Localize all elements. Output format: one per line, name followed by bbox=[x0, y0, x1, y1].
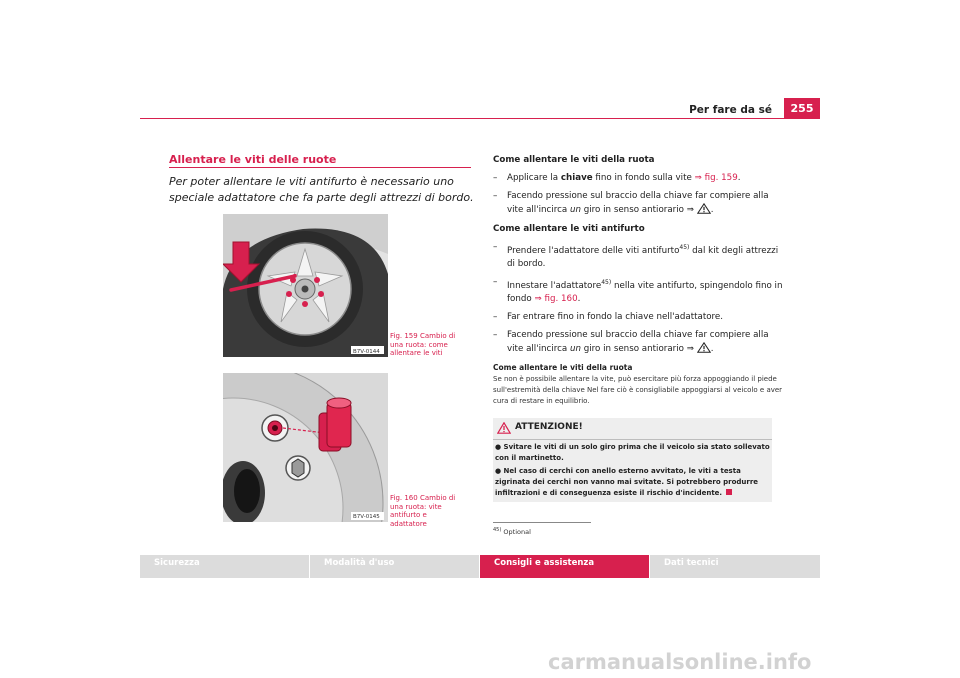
figure-wheel-wrench bbox=[223, 214, 388, 357]
page-number: 255 bbox=[784, 98, 820, 119]
instructions bbox=[493, 154, 783, 361]
note bbox=[493, 361, 783, 407]
footnote-divider bbox=[493, 522, 591, 523]
tab-sicurezza[interactable]: Sicurezza bbox=[140, 555, 309, 578]
instruction-step: – Far entrare fino in fondo la chiave nell'adattatore. bbox=[493, 311, 724, 322]
page-header-title: Per fare da sé bbox=[689, 104, 772, 116]
warning-divider bbox=[493, 439, 772, 440]
instruction-step: – Facendo pressione sul braccio della chiave far compiere alla vite all'incirca un giro in senso antiorario ⇒ . bbox=[493, 329, 769, 354]
tab-consigli-assistenza[interactable]: Consigli e assistenza bbox=[480, 555, 649, 578]
figure-caption: Fig. 160 Cambio di una ruota: vite antifurto e adattatore bbox=[390, 494, 456, 528]
figure-code: B7V-0144 bbox=[353, 349, 380, 355]
figure-link[interactable]: ⇒ fig. 159 bbox=[694, 173, 738, 183]
section-divider bbox=[169, 167, 471, 168]
figure-antitheft-adapter bbox=[223, 373, 388, 522]
instruction-heading: Come allentare le viti antifurto bbox=[493, 224, 645, 234]
note-body: Se non è possibile allentare la vite, può esercitare più forza appoggiando il piede sull'estremità della chiave Nel fare ciò è consigliabile appoggiarsi al veicolo e aver cura di restare in equilibrio. bbox=[493, 375, 783, 405]
warning-list bbox=[495, 442, 770, 501]
figure-code: B7V-0145 bbox=[353, 514, 380, 520]
figure-link[interactable]: ⇒ fig. 160 bbox=[534, 293, 578, 304]
instruction-heading: Come allentare le viti della ruota bbox=[493, 155, 655, 165]
note-title: Come allentare le viti della ruota bbox=[493, 363, 633, 372]
end-marker-icon bbox=[726, 489, 732, 495]
instruction-step: – Innestare l'adattatore$^{45)}$ nella vite antifurto, spingendolo fino in fondo ⇒ fig. 160. bbox=[493, 276, 783, 304]
header-divider bbox=[140, 118, 820, 119]
warning-title: ATTENZIONE! bbox=[515, 422, 583, 432]
warning-triangle-icon bbox=[697, 342, 711, 353]
warning-triangle-icon bbox=[697, 203, 711, 214]
tab-modalita-uso[interactable]: Modalità d'uso bbox=[310, 555, 479, 578]
instruction-step: – Prendere l'adattatore delle viti antifurto$^{45)}$ dal kit degli attrezzi di bordo. bbox=[493, 242, 779, 269]
warning-box bbox=[493, 418, 772, 502]
tab-dati-tecnici[interactable]: Dati tecnici bbox=[650, 555, 820, 578]
footnote: $^{45)}$ Optional bbox=[493, 527, 531, 537]
warning-item: ● Nel caso di cerchi con anello esterno avvitato, le viti a testa zigrinata dei cerchi non vanno mai svitate. Si potrebbero produrre infiltrazioni e di conseguenza esiste il rischio d'incidente. bbox=[495, 467, 759, 497]
section-intro: Per poter allentare le viti antifurto è necessario uno speciale adattatore che fa parte degli attrezzi di bordo. bbox=[169, 175, 474, 204]
figure-caption: Fig. 159 Cambio di una ruota: come allentare le viti bbox=[390, 332, 456, 357]
instruction-step: – Applicare la chiave fino in fondo sulla vite ⇒ fig. 159. bbox=[493, 173, 741, 183]
warning-triangle-icon bbox=[497, 422, 511, 434]
watermark: carmanualsonline.info bbox=[548, 650, 812, 674]
warning-item: ● Svitare le viti di un solo giro prima che il veicolo sia stato sollevato con il martinetto. bbox=[495, 443, 770, 462]
instruction-step: – Facendo pressione sul braccio della chiave far compiere alla vite all'incirca un giro in senso antiorario ⇒ . bbox=[493, 191, 769, 215]
section-title: Allentare le viti delle ruote bbox=[169, 153, 337, 166]
